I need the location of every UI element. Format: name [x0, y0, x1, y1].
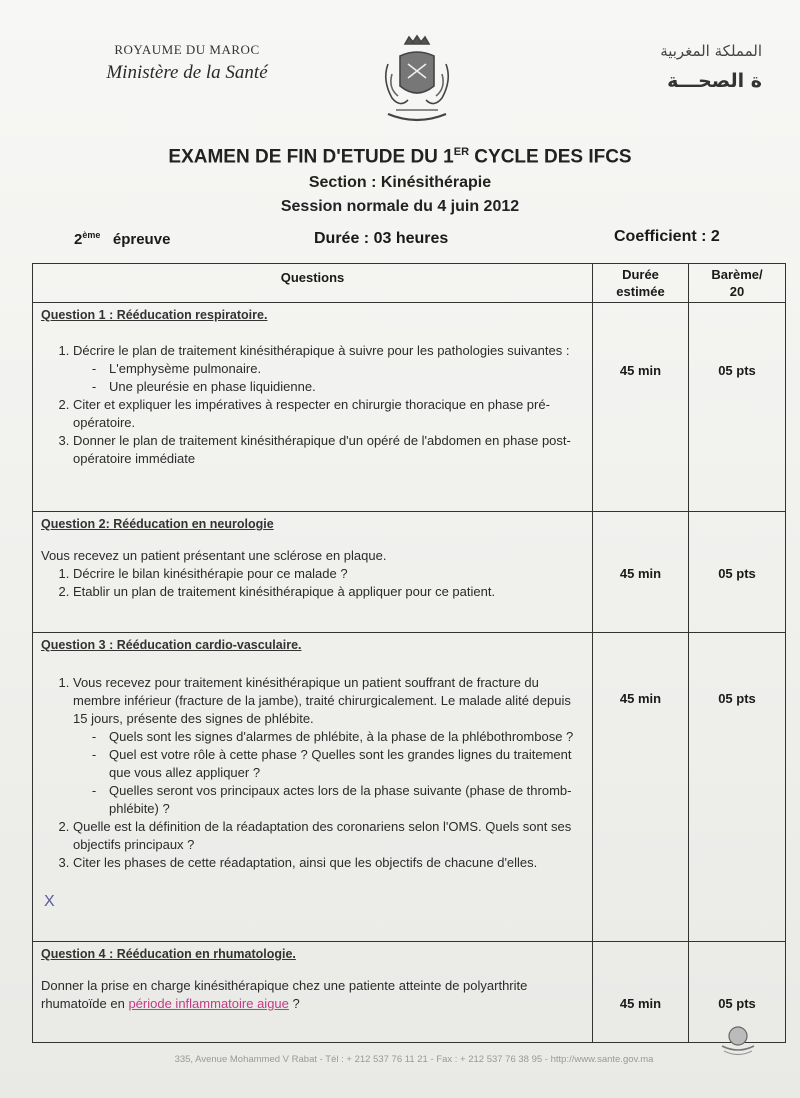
table-header-row	[33, 264, 785, 302]
list-item: 2. Citer et expliquer les impératives à respecter en chirurgie thoracique en phase pré-opératoire.	[73, 396, 584, 432]
question-4-grade: 05 pts	[718, 996, 756, 1011]
left-header	[92, 42, 282, 84]
table-row	[33, 511, 785, 632]
question-2-duration: 45 min	[593, 512, 689, 632]
table-row	[33, 941, 785, 1042]
list-item: 3. Donner le plan de traitement kinésithérapique d'un opéré de l'abdomen en phase post-opératoire immédiate	[73, 432, 584, 468]
question-3-cell	[33, 633, 593, 941]
question-2-intro: Vous recevez un patient présentant une sclérose en plaque.	[41, 548, 387, 563]
list-item: 2. Quelle est la définition de la réadaptation des coronariens selon l'OMS. Quels sont ses objectifs principaux ?	[73, 818, 584, 854]
duration-label: Durée : 03 heures	[314, 230, 449, 247]
table-row	[33, 302, 785, 511]
table-row	[33, 632, 785, 941]
duration-header: Durée estimée	[593, 264, 689, 302]
list-item: - Une pleurésie en phase liquidienne.	[109, 378, 584, 396]
question-3-grade: 05 pts	[718, 691, 756, 706]
questions-table	[32, 263, 786, 1043]
ministry-logo-icon	[716, 1022, 760, 1058]
coefficient-label: Coefficient : 2	[614, 228, 720, 245]
ministry-label: Ministère de la Santé	[106, 62, 268, 83]
list-item: 1. Décrire le plan de traitement kinésithérapique à suivre pour les pathologies suivantes : - L'emphysème pulmonaire. - Une pleurésie en phase liquidienne.	[73, 342, 584, 396]
question-3-title: Question 3 : Rééducation cardio-vasculaire.	[41, 638, 302, 652]
morocco-coat-of-arms-icon	[378, 34, 456, 126]
right-header	[592, 42, 762, 92]
epreuve-label: 2ème épreuve	[74, 230, 171, 248]
section-label: Section : Kinésithérapie	[308, 174, 492, 192]
list-item: - L'emphysème pulmonaire.	[109, 360, 584, 378]
question-1-cell	[33, 303, 593, 511]
list-item: 1. Vous recevez pour traitement kinésithérapique un patient souffrant de fracture du membre inférieur (fracture de la jambe), traité chirurgicalement. Le malade alité depuis 15 jours, présente des signes de phlébite. - Quels sont les signes d'alarmes de phlébite, à la phase de la phlébothrombose ? - Quel est votre rôle à cette phase ? Quelles sont les grandes lignes du traitement que vous allez appliquer ? - Quelles seront vos principaux actes lors de la phase suivante (phase de thromb-phlébite) ?	[73, 674, 584, 818]
question-4-body: Donner la prise en charge kinésithérapique chez une patiente atteinte de polyarthrite rhumatoïde en période inflammatoire aigue ?	[41, 978, 528, 1011]
list-item: 2. Etablir un plan de traitement kinésithérapique à appliquer pour ce patient.	[73, 583, 584, 601]
footer-address: 335, Avenue Mohammed V Rabat - Tél : + 212 537 76 11 21 - Fax : + 212 537 76 38 95 - http://www.sante.gov.ma	[174, 1054, 654, 1065]
question-2-grade: 05 pts	[718, 566, 756, 581]
kingdom-label: ROYAUME DU MAROC	[114, 42, 260, 57]
question-4-title: Question 4 : Rééducation en rhumatologie.	[41, 947, 296, 961]
arabic-ministry-label: ة الصحـــة	[667, 70, 762, 92]
list-item: - Quelles seront vos principaux actes lors de la phase suivante (phase de thromb-phlébite) ?	[109, 782, 584, 818]
arabic-kingdom-label: المملكة المغربية	[660, 42, 762, 60]
question-2-title: Question 2: Rééducation en neurologie	[41, 517, 274, 531]
question-2-cell	[33, 512, 593, 632]
question-1-duration: 45 min	[593, 303, 689, 511]
question-1-grade: 05 pts	[718, 363, 756, 378]
question-4-cell	[33, 942, 593, 1042]
question-1-title: Question 1 : Rééducation respiratoire.	[41, 308, 268, 322]
exam-title: EXAMEN DE FIN D'ETUDE DU 1ER CYCLE DES IFCS	[168, 146, 632, 168]
handwritten-cross-mark: X	[44, 893, 55, 910]
list-item: 1. Décrire le bilan kinésithérapie pour ce malade ?	[73, 565, 584, 583]
session-label: Session normale du 4 juin 2012	[280, 198, 520, 216]
list-item: - Quels sont les signes d'alarmes de phlébite, à la phase de la phlébothrombose ?	[109, 728, 584, 746]
questions-header: Questions	[33, 264, 593, 302]
question-4-duration: 45 min	[593, 942, 689, 1042]
question-3-duration: 45 min	[593, 633, 689, 941]
list-item: - Quel est votre rôle à cette phase ? Quelles sont les grandes lignes du traitement que vous allez appliquer ?	[109, 746, 584, 782]
exam-title-block	[0, 146, 800, 216]
grade-header: Barème/ 20	[711, 267, 763, 299]
list-item: 3. Citer les phases de cette réadaptation, ainsi que les objectifs de chacune d'elles.	[73, 854, 584, 872]
